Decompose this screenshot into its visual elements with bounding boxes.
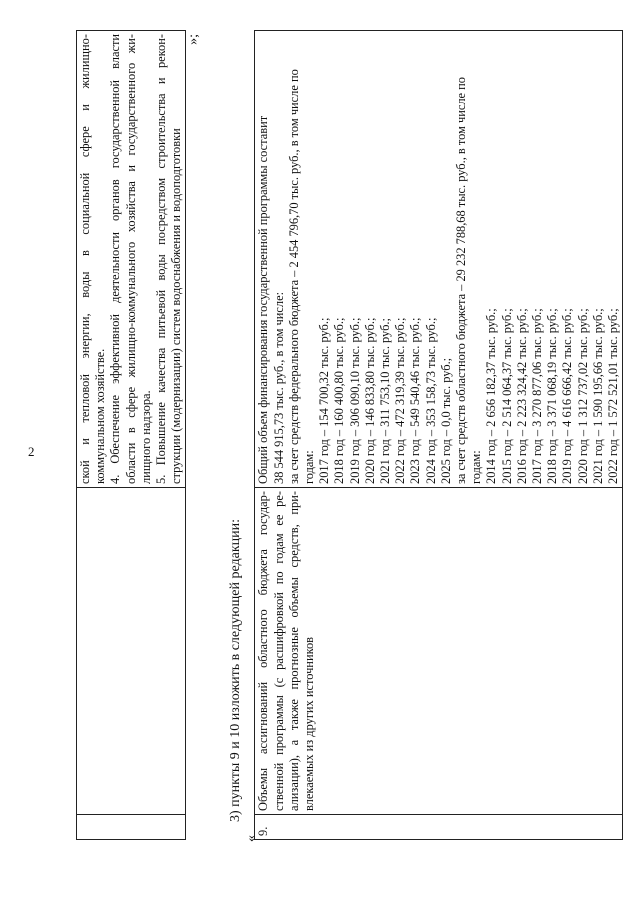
value-line: за счет средств областного бюджета – 29 232 788,68 тыс. руб., в том числе по <box>454 77 469 484</box>
goals-line: 5. Повышение качества питьевой воды посредством строительства и рекон- <box>154 34 169 484</box>
value-line: 2016 год – 2 223 324,42 тыс. руб.; <box>514 308 529 484</box>
value-line: 2022 год – 472 319,39 тыс. руб.; <box>393 317 408 484</box>
opening-quote: « <box>244 835 260 842</box>
value-line: 2020 год – 146 833,80 тыс. руб.; <box>362 317 377 484</box>
row-label-line: ализации), а также прогнозные объемы средств, при- <box>286 491 301 811</box>
closing-quote: »; <box>186 34 202 45</box>
value-line: 2021 год – 1 590 195,66 тыс. руб.; <box>590 308 605 484</box>
value-line: 2018 год – 160 400,80 тыс. руб.; <box>332 317 347 484</box>
goals-label-cell <box>77 488 186 815</box>
value-line: 38 544 915,73 тыс. руб., в том числе: <box>271 291 286 484</box>
goals-line: ской и тепловой энергии, воды в социальной сфере и жилищно- <box>78 34 92 484</box>
heading-text: 3) пункты 9 и 10 изложить в следующей редакции: <box>228 518 244 822</box>
goals-line: струкции (модернизации) систем водоснабжения и водоподготовки <box>169 128 184 484</box>
goals-line: области в сфере жилищно-коммунального хозяйства и государственного жи- <box>123 34 138 484</box>
value-line: за счет средств федерального бюджета – 2 454 796,70 тыс. руб., в том числе по <box>286 69 301 484</box>
value-line: 2022 год – 1 572 521,01 тыс. руб.; <box>606 308 621 484</box>
goals-text-cell <box>77 31 186 488</box>
goals-number-cell <box>77 815 186 840</box>
financing-table <box>254 30 623 840</box>
value-line: годам: <box>469 450 484 484</box>
row-label-cell <box>255 488 623 815</box>
value-line: 2019 год – 4 616 666,42 тыс. руб.; <box>560 308 575 484</box>
value-line: 2023 год – 549 540,46 тыс. руб.; <box>408 317 423 484</box>
row-value-cell <box>255 31 623 488</box>
value-line: 2019 год – 306 090,10 тыс. руб.; <box>347 317 362 484</box>
value-line: 2014 год – 2 656 182,37 тыс. руб.; <box>484 308 499 484</box>
value-line: 2025 год – 0,0 тыс. руб.; <box>438 357 453 484</box>
goals-line: коммунальном хозяйстве. <box>93 348 108 484</box>
value-line: 2021 год – 311 753,10 тыс. руб.; <box>378 318 393 484</box>
rotated-page-content <box>76 30 623 840</box>
row-label-line: ственной программы (с расшифровкой по годам ее ре- <box>271 491 286 811</box>
value-line: 2024 год – 353 158,73 тыс. руб.; <box>423 317 438 484</box>
row-label-line: Объемы ассигнований областного бюджета государ- <box>256 491 271 811</box>
value-line: 2017 год – 154 700,32 тыс. руб.; <box>317 317 332 484</box>
value-line: 2015 год – 2 514 064,37 тыс. руб.; <box>499 308 514 484</box>
value-line: годам: <box>302 450 317 484</box>
value-line: Общий объем финансирования государственной программы составит <box>256 115 271 484</box>
value-line: 2017 год – 3 270 877,06 тыс. руб.; <box>530 308 545 484</box>
row-label-line: влекаемых из других источников <box>302 636 317 811</box>
row-number: 9. <box>255 815 623 840</box>
value-line: 2020 год – 1 312 737,02 тыс. руб.; <box>575 308 590 484</box>
goals-table-continuation <box>76 30 186 840</box>
goals-line: 4. Обеспечение эффективной деятельности органов государственной власти <box>108 34 123 484</box>
page-number: 2 <box>28 444 35 459</box>
goals-line: лищного надзора. <box>138 390 153 484</box>
value-line: 2018 год – 3 371 068,19 тыс. руб.; <box>545 308 560 484</box>
amendment-heading <box>210 30 260 842</box>
